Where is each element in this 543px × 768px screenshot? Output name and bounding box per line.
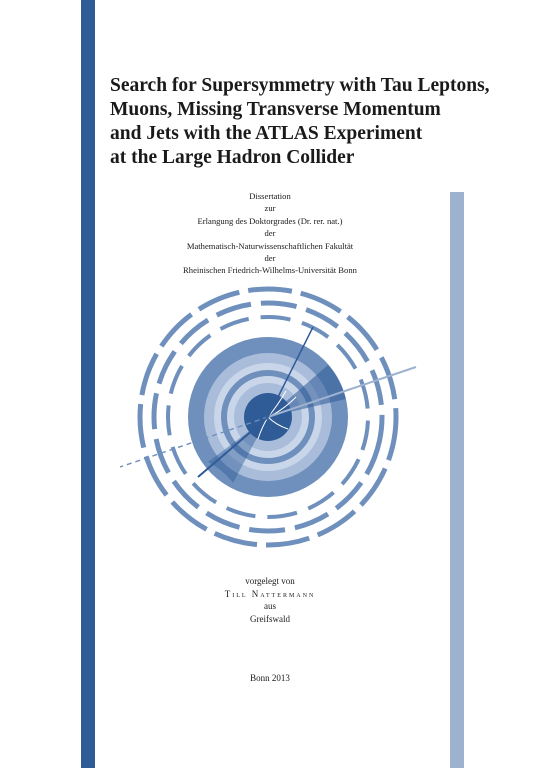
subtitle-line-3: Erlangung des Doktorgrades (Dr. rer. nat.)	[197, 215, 343, 226]
title-line-4: at the Large Hadron Collider	[110, 147, 355, 168]
dissertation-info	[140, 190, 400, 277]
subtitle-line-6: der	[264, 253, 276, 264]
author-block	[180, 575, 360, 625]
left-color-stripe	[81, 0, 95, 768]
from-label: aus	[264, 601, 276, 611]
place-and-year: Bonn 2013	[250, 673, 290, 683]
title-line-3: and Jets with the ATLAS Experiment	[110, 123, 423, 144]
right-color-stripe	[450, 192, 464, 768]
subtitle-line-2: zur	[264, 203, 276, 214]
atlas-detector-event-display-icon	[118, 282, 418, 552]
subtitle-line-4: der	[264, 228, 276, 239]
subtitle-line-5: Mathematisch-Naturwissenschaftlichen Fakultät	[186, 240, 354, 251]
thesis-title	[110, 74, 490, 170]
title-line-1: Search for Supersymmetry with Tau Leptons,	[110, 75, 490, 96]
presented-by-label: vorgelegt von	[245, 576, 295, 586]
hometown: Greifswald	[250, 613, 290, 624]
author-name: Till Nattermann	[224, 588, 316, 599]
subtitle-line-1: Dissertation	[249, 191, 291, 201]
subtitle-line-7: Rheinischen Friedrich-Wilhelms-Universität Bonn	[183, 265, 357, 276]
title-line-2: Muons, Missing Transverse Momentum	[110, 99, 441, 120]
